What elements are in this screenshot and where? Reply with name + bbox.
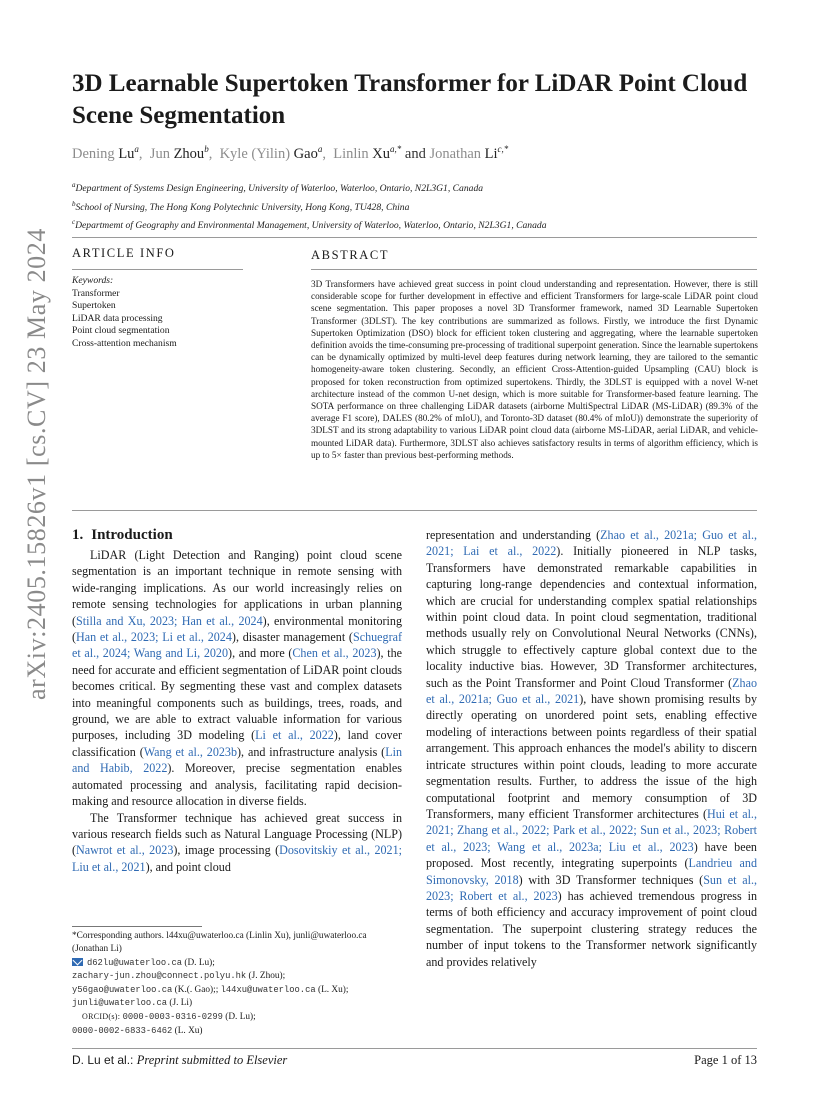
- author[interactable]: Kyle (Yilin) Gao$^a$: [219, 144, 323, 162]
- abstract-text: 3D Transformers have achieved great success in point cloud understanding and representation. However, there is still considerable scope for further development in effective and efficient Transformers for large-scale LiDAR point cloud scene segmentation. This paper proposes a novel 3D Transformer framework, named 3D Learnable Supertoken Transformer (3DLST). The key contributions are summarized as follows. Firstly, we introduce the first Dynamic Supertoken Optimization (DSO) block for efficient token clustering and aggregating, where the learnable supertoken definition avoids the time-consuming pre-processing of traditional superpoint generation. Since the learnable supertokens can be dynamically optimized by multi-level deep features during network learning, they are tailored to the semantic homogeneity-aware token clustering. Secondly, an efficient Cross-Attention-guided Upsampling (CAU) block is proposed for token reconstruction from optimized supertokens. Thirdly, the 3DLST is equipped with a novel W-net architecture instead of the common U-net design, which is more suitable for Transformer-based feature learning. The SOTA performance on three challenging LiDAR datasets (airborne MultiSpectral LiDAR (MS-LiDAR) (89.3% of the average F1 score), DALES (80.2% of mIoU), and Toronto-3D dataset (80.4% of mIoU)) demonstrate the superiority of 3DLST and its strong adaptability to various LiDAR point cloud data (airborne MS-LiDAR, aerial LiDAR, and vehicle-mounted LiDAR data). Furthermore, 3DLST also achieves satisfactory results in terms of algorithm efficiency, which is up to 5× faster than previous best-performing methods.: [311, 279, 758, 460]
- affiliation: $^b$School of Nursing, The Hong Kong Polytechnic University, Hong Kong, TU428, China: [72, 199, 410, 213]
- paper-title: 3D Learnable Supertoken Transformer for LiDAR Point Cloud Scene Segmentation: [72, 70, 748, 129]
- section-heading-introduction: 1. Introduction: [72, 527, 173, 543]
- author[interactable]: Linlin $Xu^{a,*}$: [333, 144, 402, 162]
- affiliations: [72, 178, 547, 234]
- affiliation: $^a$Department of Systems Design Engineering, University of Waterloo, Waterloo, Ontario, N2L3G1, Canada: [72, 181, 484, 195]
- article-info-heading: ARTICLE INFO: [72, 246, 176, 260]
- orcid-link[interactable]: 0000-0003-0316-0299: [122, 1012, 223, 1023]
- citation-link[interactable]: Zhao et al., 2021a; Guo et al., 2021; Lai et al., 2022: [426, 528, 757, 559]
- citation-link[interactable]: Zhao et al., 2021a; Guo et al., 2021: [426, 675, 757, 707]
- authors-conjunction: and: [404, 145, 426, 162]
- footnote-rule: [72, 926, 202, 927]
- keyword: Supertoken: [72, 300, 116, 312]
- email-link[interactable]: d62lu@uwaterloo.ca: [87, 957, 183, 968]
- abstract-heading: ABSTRACT: [311, 248, 390, 262]
- email-link[interactable]: l44xu@uwaterloo.ca: [220, 984, 316, 995]
- paragraph: LiDAR (Light Detection and Ranging) point cloud scene segmentation is an important technique in remote sensing with wide-ranging implications. As our world increasingly relies on remote sensing technologies for applications in urban planning (Stilla and Xu, 2023; Han et al., 2024), environmental monitoring (Han et al., 2023; Li et al., 2024), disaster management (Schuegraf et al., 2024; Wang and Li, 2020), and more (Chen et al., 2023), the need for accurate and efficient segmentation of LiDAR point clouds becomes critical. By segmenting these vast and complex datasets into meaningful components such as buildings, trees, roads, and ground, we are able to extract valuable information for various purposes, including 3D modeling (Li et al., 2022), land cover classification (Wang et al., 2023b), and infrastructure analysis (Lin and Habib, 2022). Moreover, precise segmentation enables automated processing and analysis, facilitating rapid decision-making and resource allocation in diverse fields.: [72, 548, 403, 809]
- article-info-divider: [72, 269, 243, 270]
- citation-link[interactable]: Sun et al., 2023; Robert et al., 2023: [426, 872, 757, 903]
- email-link[interactable]: zachary-jun.zhou@connect.polyu.hk: [72, 971, 247, 982]
- author[interactable]: Jonathan $Li^{c,*}$: [429, 144, 509, 162]
- orcid-link[interactable]: 0000-0002-6833-6462: [72, 1025, 173, 1036]
- email-icon: [72, 958, 83, 966]
- keywords-block: Keywords: Transformer Supertoken LiDAR data processing Point cloud segmentation Cross-attention mechanism: [72, 275, 177, 349]
- footer-divider: [72, 1048, 757, 1049]
- citation-link[interactable]: Landrieu and Simonovsky, 2018: [426, 856, 757, 887]
- keyword: Cross-attention mechanism: [72, 337, 177, 349]
- citation-link[interactable]: Wang et al., 2023b: [143, 744, 238, 759]
- left-column: [72, 527, 402, 875]
- abstract-bottom-divider: [72, 510, 757, 511]
- citation-link[interactable]: Stilla and Xu, 2023; Han et al., 2024: [76, 613, 263, 628]
- keyword: LiDAR data processing: [72, 312, 163, 324]
- orcid-label: ORCID(s):: [82, 1012, 121, 1022]
- citation-link[interactable]: Nawrot et al., 2023: [76, 843, 174, 858]
- header-divider: [72, 237, 757, 238]
- citation-link[interactable]: Dosovitskiy et al., 2021; Liu et al., 2021: [72, 843, 402, 874]
- citation-link[interactable]: Han et al., 2023; Li et al., 2024: [76, 630, 232, 645]
- affiliation: $^c$Departmemt of Geography and Environmental Management, University of Waterloo, Waterloo, Ontario, N2L3G1, Canada: [72, 218, 547, 232]
- abstract-divider: [311, 269, 757, 270]
- keywords-label: Keywords: [72, 275, 111, 286]
- author[interactable]: Dening Lu$^a$: [72, 144, 139, 162]
- right-column: [426, 527, 757, 970]
- keyword: Transformer: [72, 287, 120, 299]
- citation-link[interactable]: Schuegraf et al., 2024; Wang and Li, 2020: [72, 630, 402, 661]
- page-number: Page 1 of 13: [694, 1053, 757, 1067]
- arxiv-identifier-stamp: arXiv:2405.15826v1 [cs.CV] 23 May 2024: [22, 228, 51, 700]
- citation-link[interactable]: Hui et al., 2021; Zhang et al., 2022; Park et al., 2022; Sun et al., 2023; Robert et al., 2023; Wang et al., 2023a; Liu et al., 2023: [426, 806, 757, 854]
- citation-link[interactable]: Li et al., 2022: [255, 728, 334, 743]
- running-footer: D. Lu et al.: Preprint submitted to Elsevier: [72, 1053, 288, 1067]
- author[interactable]: Jun Zhou$^b$: [149, 144, 209, 162]
- citation-link[interactable]: Lin and Habib, 2022: [72, 744, 402, 776]
- paragraph: representation and understanding (Zhao et al., 2021a; Guo et al., 2021; Lai et al., 2022). Initially pioneered in NLP tasks, Transformers have demonstrated remarkable capabilities in capturing long-range dependencies and contextual information, which are crucial for understanding complex spatial relationships within point cloud data. In point cloud segmentation, traditional methods usually rely on Convolutional Neural Networks (CNNs), which struggle to effectively capture global context due to the locality inductive bias. However, 3D Transformer architectures, such as the Point Transformer and Point Cloud Transformer (Zhao et al., 2021a; Guo et al., 2021), have shown promising results by directly operating on unordered point sets, enabling effective modeling of interactions between points regardless of their spatial arrangement. This approach enhances the model's ability to discern intricate structures within point clouds, leading to more accurate segmentation results. Further, to address the issue of the high computational footprint and memory consumption of 3D Transformers, many efficient Transformer architectures (Hui et al., 2021; Zhang et al., 2022; Park et al., 2022; Sun et al., 2023; Robert et al., 2023; Wang et al., 2023a; Liu et al., 2023) have been proposed. Most recently, integrating superpoints (Landrieu and Simonovsky, 2018) with 3D Transformer techniques (Sun et al., 2023; Robert et al., 2023) has achieved tremendous progress in terms of both efficiency and accuracy improvement of point cloud segmentation. The superpoint clustering strategy reduces the number of input tokens to the Transformer network significantly and provides relatively: [426, 528, 758, 969]
- email-link[interactable]: y56gao@uwaterloo.ca: [72, 984, 173, 995]
- corresponding-author-note: *Corresponding authors. l44xu@uwaterloo.ca (Linlin Xu), junli@uwaterloo.ca (Jonathan Li): [72, 931, 367, 955]
- paragraph: The Transformer technique has achieved great success in various research fields such as Natural Language Processing (NLP) (Nawrot et al., 2023), image processing (Dosovitskiy et al., 2021; Liu et al., 2021), and point cloud: [72, 810, 402, 874]
- email-link[interactable]: junli@uwaterloo.ca: [72, 998, 168, 1009]
- citation-link[interactable]: Chen et al., 2023: [292, 646, 377, 661]
- footnotes: *Corresponding authors. l44xu@uwaterloo.ca (Linlin Xu), junli@uwaterloo.ca (Jonathan Li) d62lu@uwaterloo.ca (D. Lu); zachary-jun.zhou@connect.polyu.hk (J. Zhou); y56gao@uwaterloo.ca (K.(. Gao);; l44xu@uwaterloo.ca (L. Xu); junli@uwaterloo.ca (J. Li) ORCID(s): 0000-0003-0316-0299 (D. Lu); 0000-0002-6833-6462 (L. Xu): [72, 930, 402, 1038]
- keyword: Point cloud segmentation: [72, 325, 170, 337]
- author-list: Dening Lu$^a$, Jun Zhou$^b$, Kyle (Yilin) Gao$^a$, Linlin $Xu^{a,*}$ and Jonathan $Li^{c,*}$: [72, 144, 509, 162]
